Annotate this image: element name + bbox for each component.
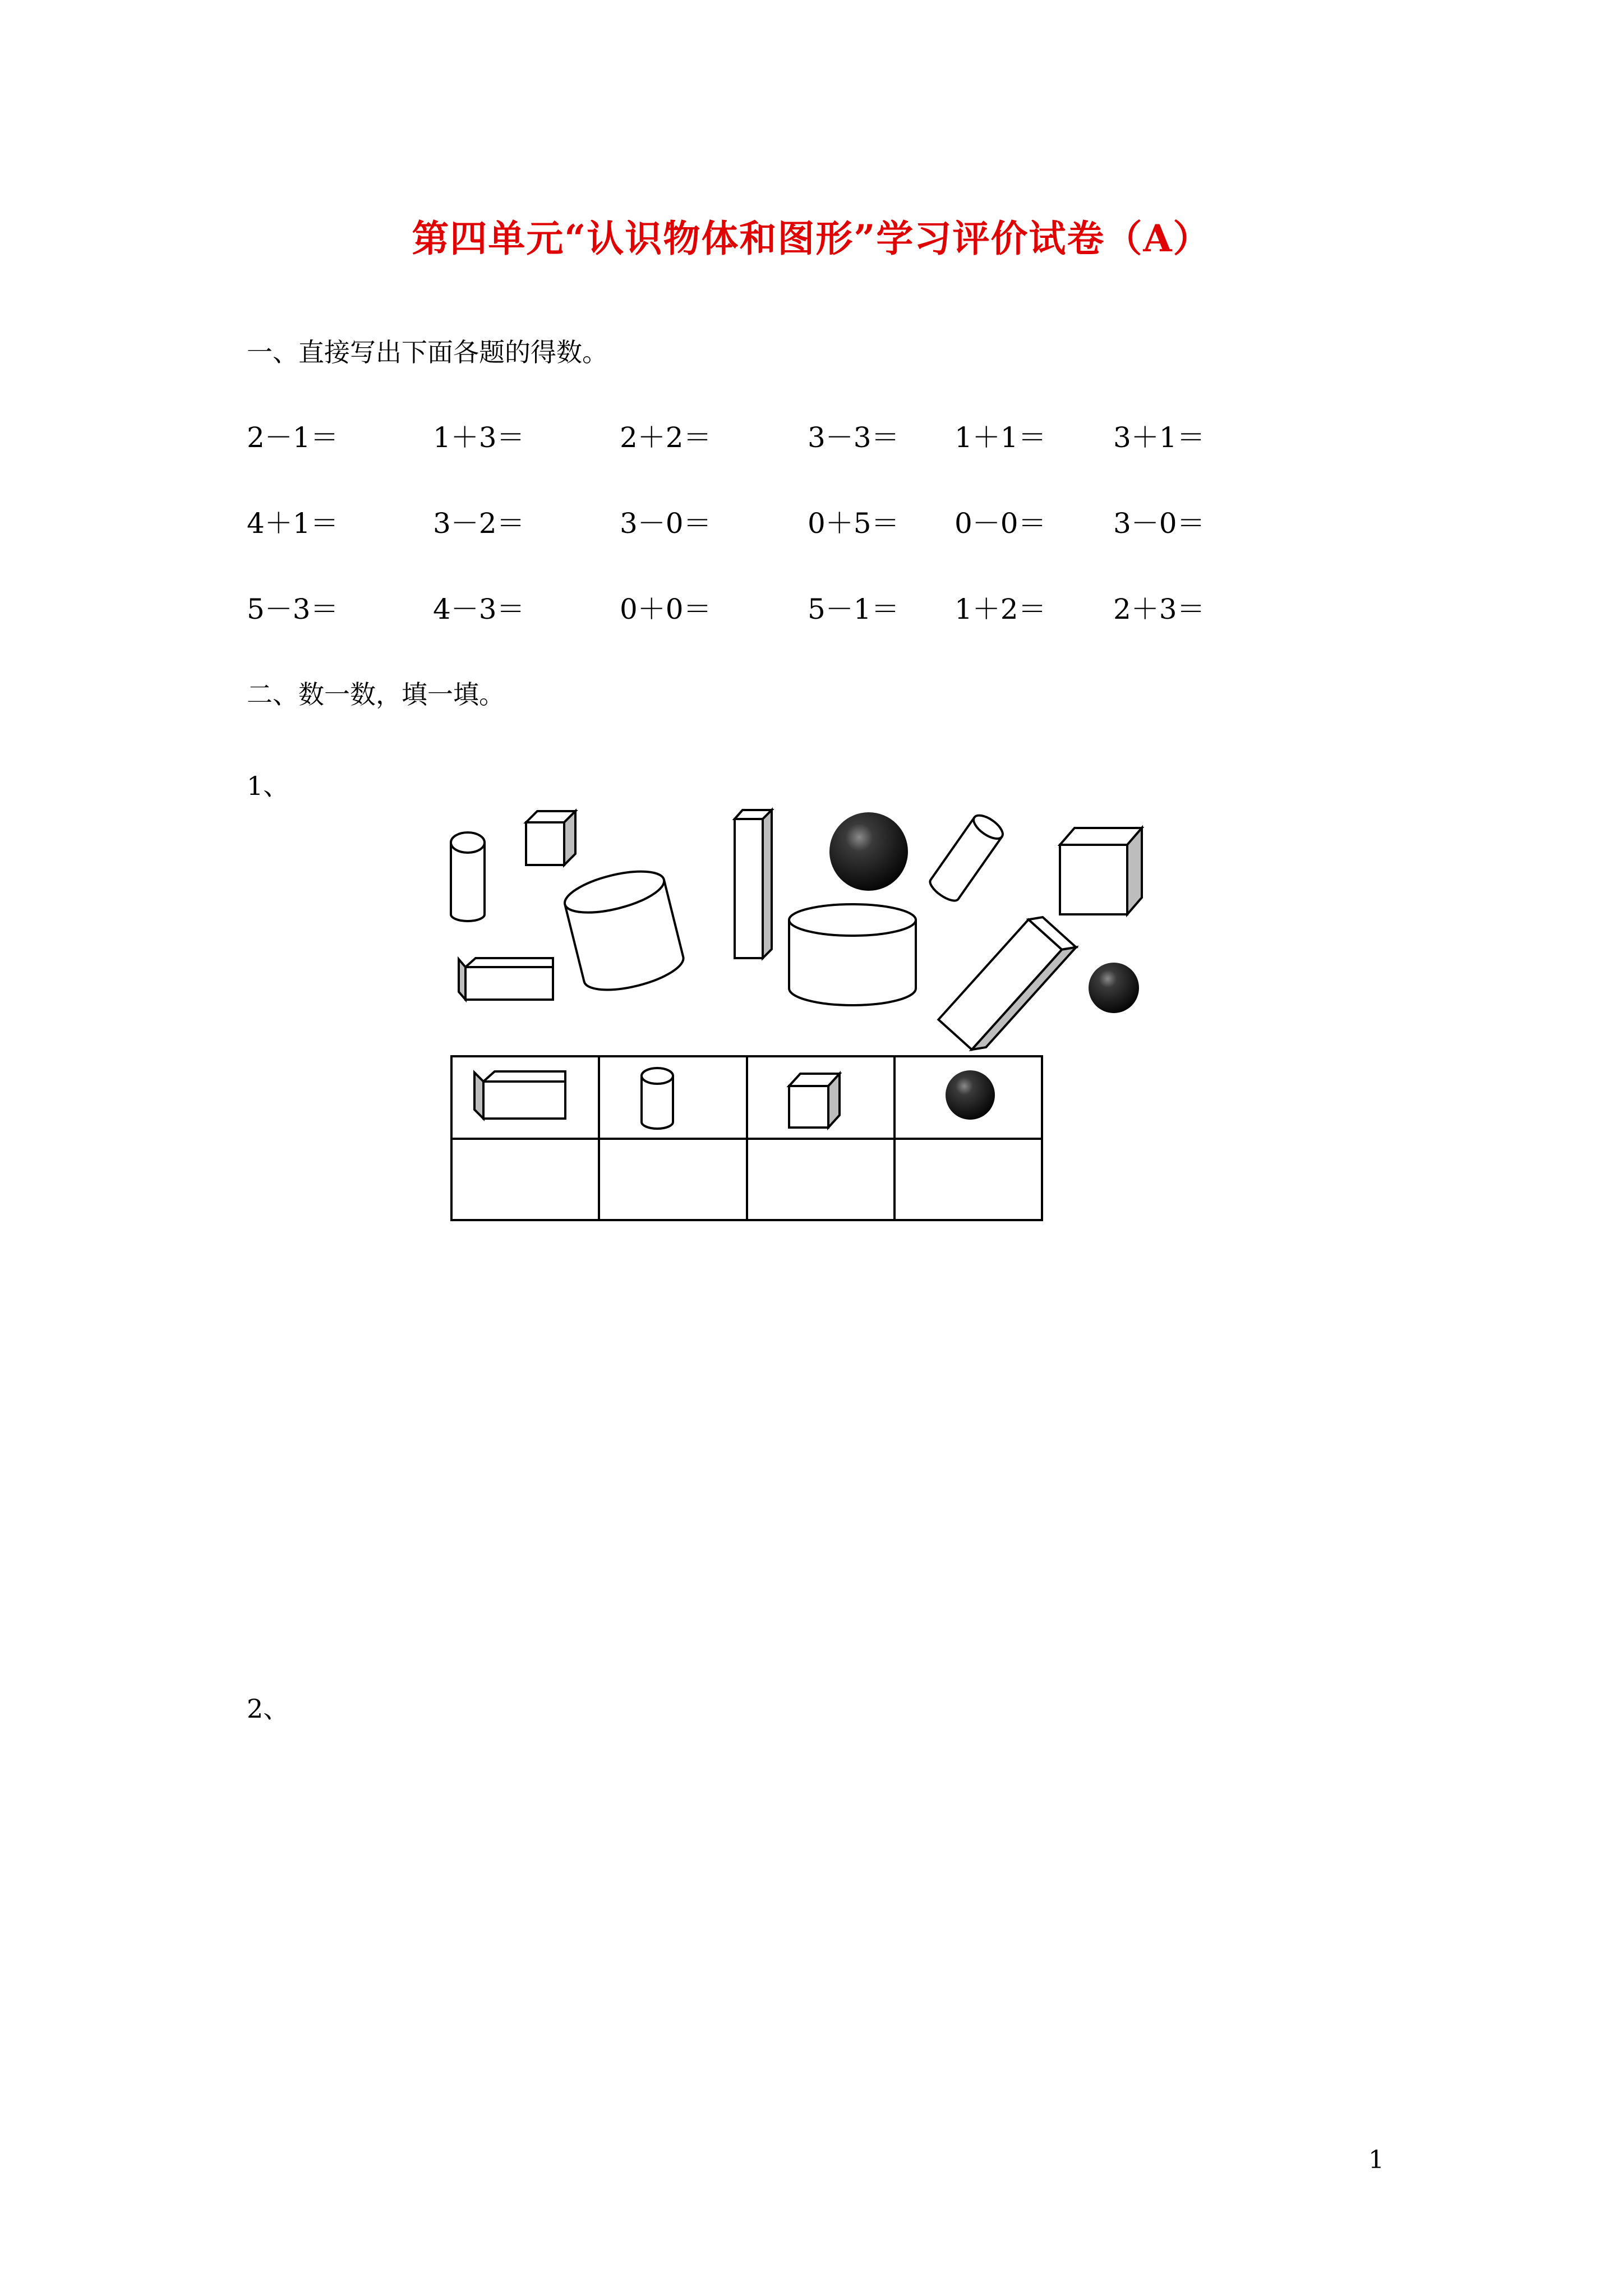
- question-2-label: 2、: [247, 1694, 289, 1724]
- cuboid-icon: [474, 1071, 565, 1119]
- answer-cell-cuboid[interactable]: [454, 1142, 596, 1217]
- cube-icon: [1060, 828, 1142, 914]
- equation: 5－1＝: [808, 593, 900, 625]
- equation: 0＋5＝: [808, 507, 900, 540]
- equation: 3－3＝: [808, 421, 900, 454]
- cylinder-icon: [561, 863, 687, 998]
- page-title: 第四单元“认识物体和图形”学习评价试卷（A）: [412, 217, 1211, 260]
- equation: 3－2＝: [433, 507, 525, 540]
- cylinder-icon: [789, 904, 916, 1005]
- cylinder-icon: [451, 832, 485, 921]
- equation: 3＋1＝: [1113, 421, 1205, 454]
- cuboid-icon: [735, 810, 772, 958]
- sphere-icon: [1089, 963, 1139, 1013]
- answer-cell-cube[interactable]: [750, 1142, 892, 1217]
- equation: 3－0＝: [620, 507, 712, 540]
- equation: 1＋1＝: [955, 421, 1046, 454]
- cube-icon: [526, 811, 575, 865]
- question-1-label: 1、: [247, 771, 289, 801]
- cylinder-icon: [642, 1068, 673, 1129]
- equation: 2－1＝: [247, 421, 339, 454]
- sphere-icon: [946, 1070, 995, 1120]
- cube-icon: [789, 1074, 840, 1128]
- equation: 5－3＝: [247, 593, 339, 625]
- cuboid-icon: [938, 911, 1076, 1055]
- equation: 4－3＝: [433, 593, 525, 625]
- cuboid-icon: [459, 958, 553, 1000]
- equation: 2＋3＝: [1113, 593, 1205, 625]
- sphere-icon: [829, 812, 908, 891]
- equation: 2＋2＝: [620, 421, 712, 454]
- equation: 3－0＝: [1113, 507, 1205, 540]
- section2-heading: 二、数一数，填一填。: [247, 679, 505, 710]
- equation: 1＋3＝: [433, 421, 525, 454]
- equation: 0－0＝: [955, 507, 1046, 540]
- answer-cell-sphere[interactable]: [897, 1142, 1039, 1217]
- section1-heading: 一、直接写出下面各题的得数。: [247, 337, 608, 367]
- equation: 0＋0＝: [620, 593, 712, 625]
- equation: 1＋2＝: [955, 593, 1046, 625]
- cylinder-icon: [927, 811, 1007, 905]
- equation: 4＋1＝: [247, 507, 339, 540]
- page-number: 1: [1368, 2146, 1384, 2174]
- answer-cell-cylinder[interactable]: [602, 1142, 744, 1217]
